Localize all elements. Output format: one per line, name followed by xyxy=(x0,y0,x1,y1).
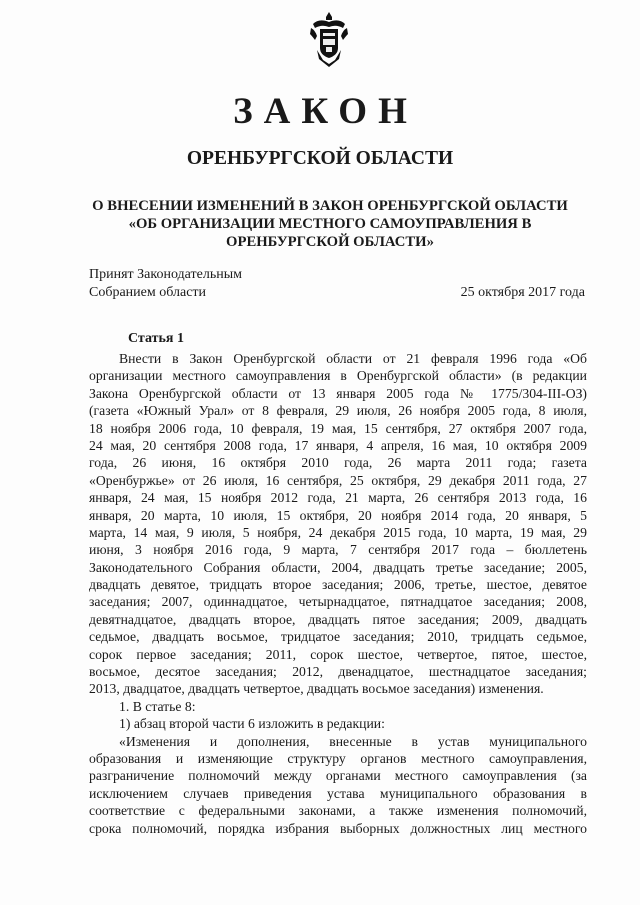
adoption-line: Собранием области xyxy=(89,285,207,300)
text-line: разграничение полномочий между органами местного самоуправления (за xyxy=(89,768,587,784)
text-line: года, 26 июня, 16 октября 2010 года, 26 марта 2011 года; газета xyxy=(89,455,587,471)
text-line: исключением случаев приведения устава муниципального образования в xyxy=(89,785,587,801)
text-line: «Оренбуржье» от 26 июля, 16 сентября, 25 октября, 29 декабря 2011 года, 27 xyxy=(89,472,587,488)
article-heading: Статья 1 xyxy=(128,331,184,346)
law-title: ЗАКОН xyxy=(233,91,418,132)
text-line: организации местного самоуправления в Оренбургской области» (в редакции xyxy=(89,368,587,384)
subtitle-line: ОРЕНБУРГСКОЙ ОБЛАСТИ» xyxy=(226,234,434,250)
text-line: «Изменения и дополнения, внесенные в устав муниципального xyxy=(119,733,587,749)
subtitle-line: О ВНЕСЕНИИ ИЗМЕНЕНИЙ В ЗАКОН ОРЕНБУРГСКОЙ ОБЛАСТИ xyxy=(92,198,568,214)
text-line: 1) абзац второй части 6 изложить в редакции: xyxy=(119,716,385,732)
text-line: Закона Оренбургской области от 13 января 2005 года № 1775/304-III-ОЗ) xyxy=(89,385,587,401)
text-line: Законодательного Собрания области, 2004, двадцать третье заседание; 2005, xyxy=(89,559,587,575)
text-line: соответствие с федеральными законами, а также изменения полномочий, xyxy=(89,803,587,819)
text-line: срока полномочий, порядка избрания выборных должностных лиц местного xyxy=(89,820,587,836)
text-line: девятнадцатое, двадцать второе, двадцать пятое заседания; 2009, двадцать xyxy=(89,611,587,627)
text-line: образования и изменяющие структуру органов местного самоуправления, xyxy=(89,750,587,766)
text-line: 18 ноября 2006 года, 10 февраля, 19 мая, 15 сентября, 27 октября 2007 года, xyxy=(89,420,587,436)
text-line: восьмое, десятое заседания; 2012, двенадцатое, шестнадцатое заседания; xyxy=(89,664,587,680)
subtitle-line: «ОБ ОРГАНИЗАЦИИ МЕСТНОГО САМОУПРАВЛЕНИЯ В xyxy=(128,216,532,232)
article-body xyxy=(89,350,587,837)
text-line: двадцать девятое, тридцать второе заседания; 2006, третье, шестое, девятое xyxy=(89,577,587,593)
text-line: марта, 14 мая, 9 июля, 5 ноября, 24 декабря 2015 года, 10 марта, 19 мая, 29 xyxy=(89,524,587,540)
text-line: седьмое, двадцать восьмое, тридцатое заседания; 2010, тридцать седьмое, xyxy=(89,629,587,645)
text-line: января, 24 мая, 15 ноября 2012 года, 21 марта, 26 сентября 2013 года, 16 xyxy=(89,490,587,506)
adoption-date: 25 октября 2017 года xyxy=(460,285,585,300)
text-line: 24 мая, 20 сентября 2008 года, 17 января, 4 апреля, 16 мая, 10 октября 2009 xyxy=(89,437,587,453)
text-line: января, 20 марта, 10 июля, 15 октября, 20 ноября 2014 года, 20 января, 5 xyxy=(89,507,587,523)
text-line: заседания; 2007, одиннадцатое, четырнадцатое, пятнадцатое заседания; 2008, xyxy=(89,594,587,610)
coat-of-arms-icon xyxy=(309,10,349,68)
adoption-info xyxy=(89,266,242,302)
region-title: ОРЕНБУРГСКОЙ ОБЛАСТИ xyxy=(186,148,454,169)
text-line: (газета «Южный Урал» от 8 февраля, 29 июля, 26 ноября 2005 года, 8 июля, xyxy=(89,403,587,419)
text-line: 1. В статье 8: xyxy=(119,698,196,714)
law-subtitle xyxy=(70,197,590,251)
adoption-line: Принят Законодательным xyxy=(89,267,242,282)
text-line: сорок первое заседания; 2011, сорок шестое, четвертое, пятое, шестое, xyxy=(89,646,587,662)
text-line: Внести в Закон Оренбургской области от 21 февраля 1996 года «Об xyxy=(119,351,587,366)
text-line: июня, 3 ноября 2016 года, 9 марта, 7 сентября 2017 года – бюллетень xyxy=(89,542,587,558)
text-line: 2013, двадцатое, двадцать четвертое, двадцать восьмое заседания) изменения. xyxy=(89,681,544,697)
